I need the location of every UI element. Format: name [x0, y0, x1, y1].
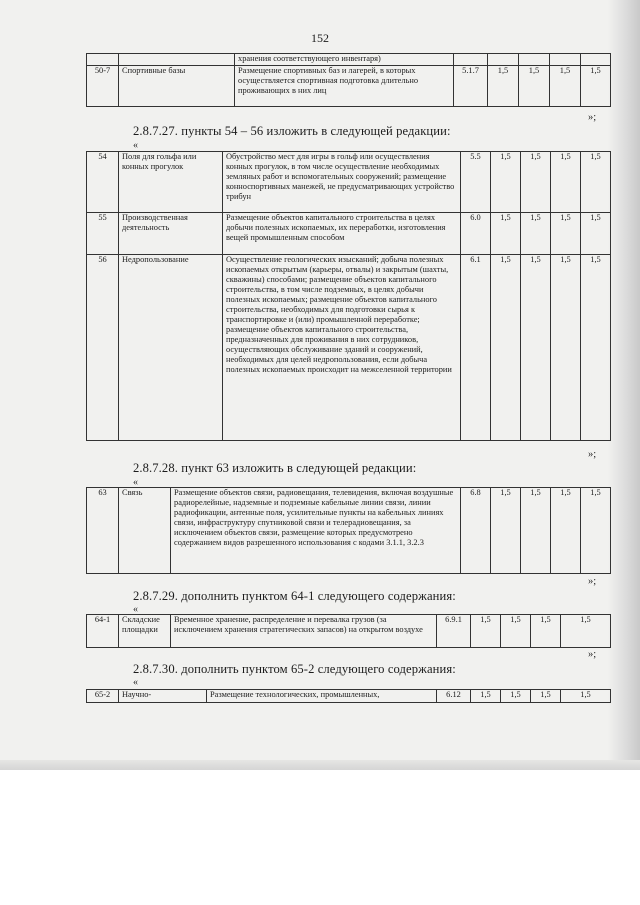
row-value: 1,5 — [551, 152, 581, 213]
row-value: 1,5 — [551, 488, 581, 574]
row-value: 1,5 — [581, 213, 611, 255]
row-code: 6.1 — [461, 255, 491, 441]
row-value — [519, 54, 550, 66]
row-value: 1,5 — [581, 488, 611, 574]
table-item-50-7 — [86, 53, 611, 107]
row-value — [581, 54, 611, 66]
row-value: 1,5 — [491, 488, 521, 574]
row-name: Производственная деятельность — [119, 213, 223, 255]
table-row — [87, 213, 611, 255]
page-edge-shadow — [608, 0, 640, 770]
table-row — [87, 54, 611, 66]
row-code: 6.12 — [437, 690, 471, 703]
row-name: Научно- — [119, 690, 207, 703]
row-code: 6.9.1 — [437, 615, 471, 648]
row-number: 63 — [87, 488, 119, 574]
row-description: Размещение технологических, промышленных, — [207, 690, 437, 703]
row-name: Складские площадки — [119, 615, 171, 648]
row-value: 1,5 — [581, 66, 611, 107]
row-value: 1,5 — [519, 66, 550, 107]
opening-quote: « — [133, 477, 138, 488]
row-value: 1,5 — [561, 615, 611, 648]
page-bottom-edge — [0, 760, 640, 770]
row-description: Временное хранение, распределение и перевалка грузов (за исключением хранения стратегических запасов) на открытом воздухе — [171, 615, 437, 648]
row-number: 50-7 — [87, 66, 119, 107]
row-value: 1,5 — [471, 615, 501, 648]
table-item-63 — [86, 487, 611, 574]
row-name — [119, 54, 235, 66]
table-item-65-2 — [86, 689, 611, 703]
row-value — [488, 54, 519, 66]
row-value: 1,5 — [521, 213, 551, 255]
row-value: 1,5 — [531, 615, 561, 648]
table-row — [87, 152, 611, 213]
table-row — [87, 690, 611, 703]
row-value: 1,5 — [521, 152, 551, 213]
closing-quote: »; — [588, 449, 597, 460]
row-value: 1,5 — [581, 152, 611, 213]
row-value: 1,5 — [491, 213, 521, 255]
row-description: Размещение объектов капитального строительства в целях добычи полезных ископаемых, их переработки, изготовления вещей промышленным способом — [223, 213, 461, 255]
row-number: 55 — [87, 213, 119, 255]
table-row — [87, 488, 611, 574]
row-value: 1,5 — [561, 690, 611, 703]
row-value: 1,5 — [531, 690, 561, 703]
row-number: 64-1 — [87, 615, 119, 648]
row-value: 1,5 — [551, 255, 581, 441]
row-name: Связь — [119, 488, 171, 574]
closing-quote: »; — [588, 112, 597, 123]
row-code: 5.1.7 — [454, 66, 488, 107]
closing-quote: »; — [588, 576, 597, 587]
section-heading: 2.8.7.30. дополнить пунктом 65-2 следующего содержания: — [133, 662, 456, 676]
row-name: Поля для гольфа или конных прогулок — [119, 152, 223, 213]
row-value: 1,5 — [491, 152, 521, 213]
row-name: Спортивные базы — [119, 66, 235, 107]
section-heading: 2.8.7.29. дополнить пунктом 64-1 следующего содержания: — [133, 589, 456, 603]
opening-quote: « — [133, 140, 138, 151]
row-value: 1,5 — [501, 690, 531, 703]
table-row — [87, 255, 611, 441]
row-name: Недропользование — [119, 255, 223, 441]
row-description: хранения соответствующего инвентаря) — [235, 54, 454, 66]
row-description: Обустройство мест для игры в гольф или осуществления конных прогулок, в том числе осуществление необходимых земляных работ и вспомогательных сооружений; размещение конноспортивных манежей, не предусматривающих устройство трибун — [223, 152, 461, 213]
row-value: 1,5 — [581, 255, 611, 441]
opening-quote: « — [133, 677, 138, 688]
row-value: 1,5 — [550, 66, 581, 107]
opening-quote: « — [133, 604, 138, 615]
row-code: 5.5 — [461, 152, 491, 213]
row-number: 56 — [87, 255, 119, 441]
row-value: 1,5 — [521, 488, 551, 574]
row-value: 1,5 — [471, 690, 501, 703]
row-value: 1,5 — [501, 615, 531, 648]
table-items-54-56 — [86, 151, 611, 441]
row-description: Осуществление геологических изысканий; добыча полезных ископаемых открытым (карьеры, отвалы) и закрытым (шахты, скважины) способами; размещение объектов капитального строительства, в том числе подземных, в целях добычи полезных ископаемых; размещение объектов капитального строительства, необходимых для подготовки сырья к транспортировке и (или) промышленной переработке; размещение объектов капитального строительства, предназначенных для проживания в них сотрудников, осуществляющих обслуживание зданий и сооружений, необходимых для целей недропользования, если добыча полезных ископаемых происходит на межселенной территории — [223, 255, 461, 441]
section-heading: 2.8.7.27. пункты 54 – 56 изложить в следующей редакции: — [133, 124, 451, 138]
row-code: 6.0 — [461, 213, 491, 255]
row-code — [454, 54, 488, 66]
table-item-64-1 — [86, 614, 611, 648]
row-description: Размещение объектов связи, радиовещания, телевидения, включая воздушные радиорелейные, надземные и подземные кабельные линии связи, линии радиофикации, антенные поля, усилительные пункты на кабельных линиях связи, инфраструктуру спутниковой связи и телерадиовещания, за исключением объектов связи, размещение которых предусмотрено содержанием видов разрешенного использования с кодами 3.1.1, 3.2.3 — [171, 488, 461, 574]
row-description: Размещение спортивных баз и лагерей, в которых осуществляется спортивная подготовка длительно проживающих в них лиц — [235, 66, 454, 107]
row-number — [87, 54, 119, 66]
row-number: 65-2 — [87, 690, 119, 703]
row-value: 1,5 — [551, 213, 581, 255]
row-number: 54 — [87, 152, 119, 213]
table-row — [87, 615, 611, 648]
row-value: 1,5 — [488, 66, 519, 107]
table-row — [87, 66, 611, 107]
section-heading: 2.8.7.28. пункт 63 изложить в следующей редакции: — [133, 461, 417, 475]
closing-quote: »; — [588, 649, 597, 660]
page-number: 152 — [311, 31, 329, 45]
row-code: 6.8 — [461, 488, 491, 574]
row-value: 1,5 — [491, 255, 521, 441]
row-value — [550, 54, 581, 66]
row-value: 1,5 — [521, 255, 551, 441]
